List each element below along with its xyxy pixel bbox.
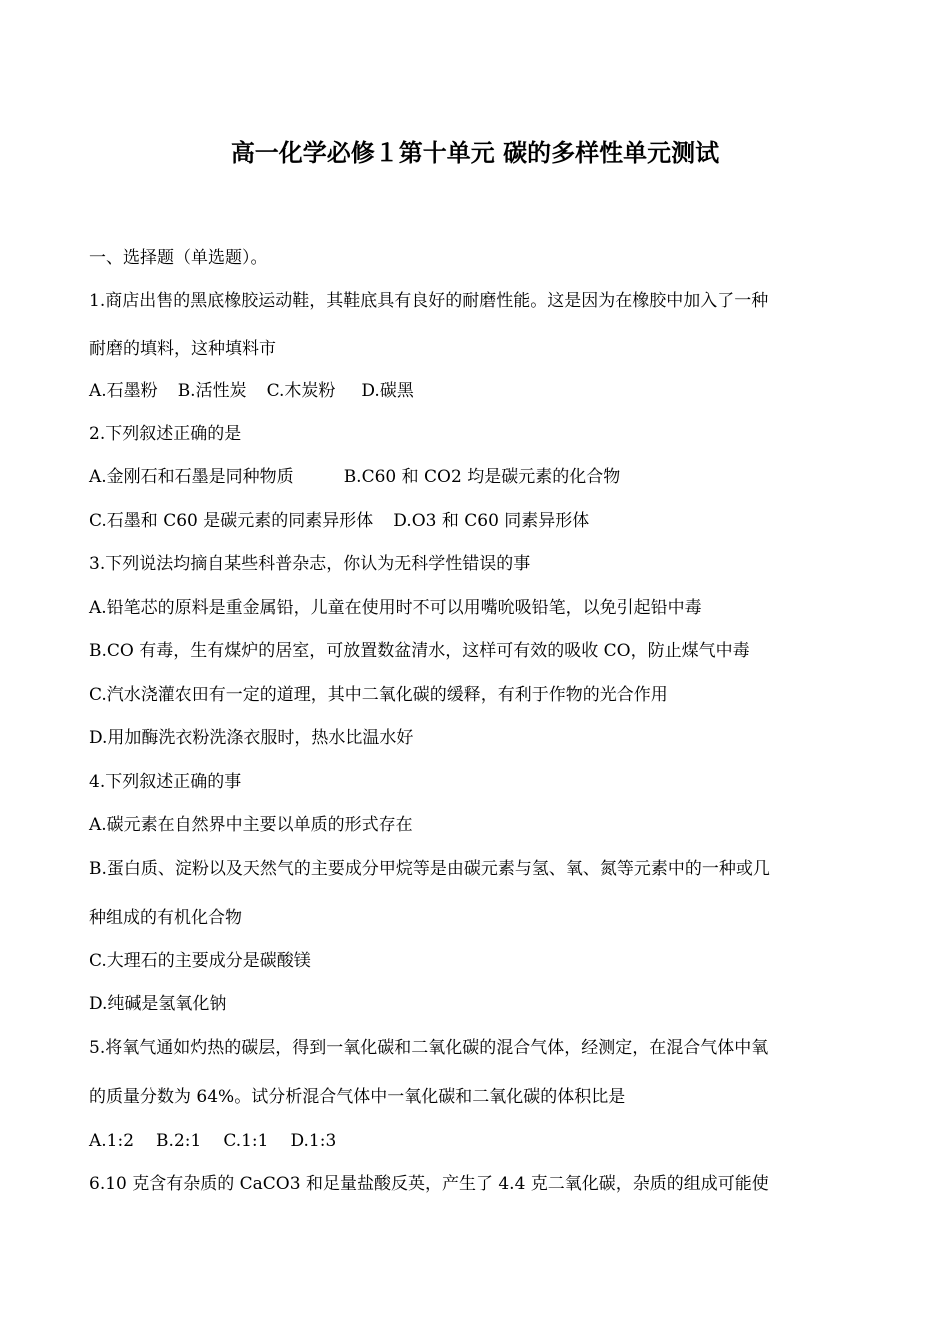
question-2-options-row-2	[89, 509, 589, 533]
question-3-stem: 3.下列说法均摘自某些科普杂志，你认为无科学性错误的事	[89, 554, 531, 574]
question-1-stem-line-2: 耐磨的填料，这种填料市	[89, 339, 276, 359]
question-6-stem: 6.10 克含有杂质的 CaCO3 和足量盐酸反英，产生了 4.4 克二氧化碳，杂质的组成可能使	[89, 1174, 769, 1194]
question-5-options	[89, 1129, 336, 1153]
question-4-option-a: A.碳元素在自然界中主要以单质的形式存在	[89, 815, 413, 835]
question-3-option-b: B.CO 有毒，生有煤炉的居室，可放置数盆清水，这样可有效的吸收 CO，防止煤气中毒	[89, 641, 750, 661]
question-4-stem: 4.下列叙述正确的事	[89, 772, 242, 792]
question-2-options-row-1	[89, 465, 620, 489]
question-3-option-d: D.用加酶洗衣粉洗涤衣服时，热水比温水好	[89, 728, 414, 748]
question-2-option-a: A.金刚石和石墨是同种物质	[89, 467, 294, 487]
question-4-option-b-line-1: B.蛋白质、淀粉以及天然气的主要成分甲烷等是由碳元素与氢、氧、氮等元素中的一种或几	[89, 859, 770, 879]
question-3-option-a: A.铅笔芯的原料是重金属铅，儿童在使用时不可以用嘴吮吸铅笔，以免引起铅中毒	[89, 598, 702, 618]
document-title: 高一化学必修１第十单元 碳的多样性单元测试	[230, 139, 720, 167]
question-1-stem-line-1: 1.商店出售的黑底橡胶运动鞋，其鞋底具有良好的耐磨性能。这是因为在橡胶中加入了一种	[89, 291, 769, 311]
question-1-option-b: B.活性炭	[177, 381, 247, 401]
question-1-option-d: D.碳黑	[361, 381, 414, 401]
question-5-option-c: C.1:1	[223, 1131, 269, 1151]
question-5-option-a: A.1:2	[89, 1131, 135, 1151]
question-2-option-d: D.O3 和 C60 同素异形体	[393, 511, 590, 531]
question-4-option-b-line-2: 种组成的有机化合物	[89, 908, 242, 928]
question-4-option-d: D.纯碱是氢氧化钠	[89, 994, 227, 1014]
question-2-stem: 2.下列叙述正确的是	[89, 424, 242, 444]
question-5-option-d: D.1:3	[290, 1131, 337, 1151]
question-4-option-c: C.大理石的主要成分是碳酸镁	[89, 951, 311, 971]
question-1-options	[89, 379, 414, 403]
question-3-option-c: C.汽水浇灌农田有一定的道理，其中二氧化碳的缓释，有利于作物的光合作用	[89, 685, 668, 705]
question-5-stem-line-2: 的质量分数为 64%。试分析混合气体中一氧化碳和二氧化碳的体积比是	[89, 1087, 626, 1107]
question-1-option-c: C.木炭粉	[266, 381, 336, 401]
section-heading: 一、选择题（单选题）。	[89, 248, 268, 268]
question-1-option-a: A.石墨粉	[89, 381, 158, 401]
question-2-option-b: B.C60 和 CO2 均是碳元素的化合物	[343, 467, 621, 487]
question-2-option-c: C.石墨和 C60 是碳元素的同素异形体	[89, 511, 374, 531]
question-5-stem-line-1: 5.将氧气通如灼热的碳层，得到一氧化碳和二氧化碳的混合气体，经测定，在混合气体中氧	[89, 1038, 769, 1058]
question-5-option-b: B.2:1	[156, 1131, 202, 1151]
